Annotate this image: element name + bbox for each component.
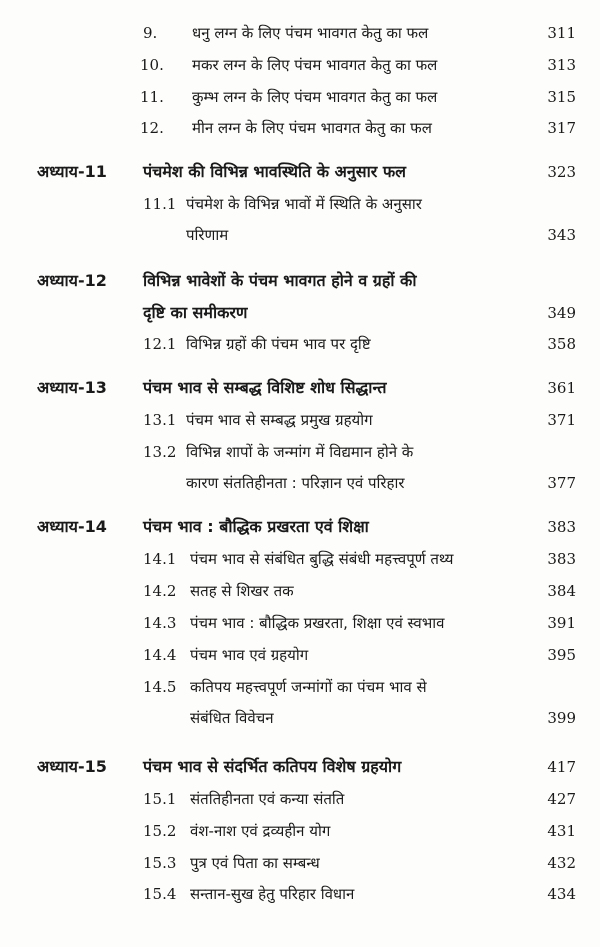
section-number: 14.5 [143, 678, 177, 696]
page-number: 383 [547, 550, 576, 568]
section-title: संबंधित विवेचन [190, 709, 274, 727]
chapter-title: पंचमेश की विभिन्न भावस्थिति के अनुसार फल [143, 162, 407, 181]
item-title: मीन लग्न के लिए पंचम भावगत केतु का फल [192, 119, 432, 137]
section-number: 14.1 [143, 550, 177, 568]
page-number: 434 [547, 885, 576, 903]
section-title: पंचम भाव से सम्बद्ध प्रमुख ग्रहयोग [186, 411, 373, 429]
section-title: पंचम भाव : बौद्धिक प्रखरता, शिक्षा एवं स्वभाव [190, 614, 445, 632]
section-number: 12.1 [143, 335, 177, 353]
page-number: 391 [547, 614, 576, 632]
item-number: 10. [140, 56, 164, 74]
section-title: पंचम भाव से संबंधित बुद्धि संबंधी महत्त्वपूर्ण तथ्य [190, 550, 454, 568]
section-title: वंश-नाश एवं द्रव्यहीन योग [190, 822, 331, 840]
chapter-heading[interactable] [0, 266, 600, 296]
chapter-heading[interactable] [0, 512, 600, 542]
chapter-label: अध्याय-13 [37, 378, 107, 397]
page-number: 313 [547, 56, 576, 74]
item-title: कुम्भ लग्न के लिए पंचम भावगत केतु का फल [192, 88, 438, 106]
page-number: 311 [547, 24, 576, 42]
section-title: सतह से शिखर तक [190, 582, 294, 600]
page-number: 431 [547, 822, 576, 840]
item-number: 9. [143, 24, 158, 42]
chapter-title: पंचम भाव से सम्बद्ध विशिष्ट शोध सिद्धान्त [143, 378, 387, 397]
page-number: 343 [547, 226, 576, 244]
page-number: 432 [547, 854, 576, 872]
section-title: पंचमेश के विभिन्न भावों में स्थिति के अनुसार [186, 195, 422, 213]
page-number: 361 [547, 379, 576, 397]
toc-section[interactable] [0, 848, 600, 878]
toc-section[interactable] [0, 816, 600, 846]
toc-item[interactable] [0, 113, 600, 143]
chapter-title: विभिन्न भावेशों के पंचम भावगत होने व ग्रहों की [143, 271, 417, 290]
page-number: 349 [547, 304, 576, 322]
page-number: 371 [547, 411, 576, 429]
toc-section[interactable] [0, 879, 600, 909]
section-number: 15.1 [143, 790, 177, 808]
page-number: 417 [547, 758, 576, 776]
toc-section[interactable] [0, 189, 600, 219]
toc-item[interactable] [0, 82, 600, 112]
section-title: पंचम भाव एवं ग्रहयोग [190, 646, 309, 664]
section-title: संततिहीनता एवं कन्या संतति [190, 790, 345, 808]
page-number: 317 [547, 119, 576, 137]
section-number: 15.4 [143, 885, 177, 903]
toc-section[interactable] [0, 784, 600, 814]
chapter-label: अध्याय-15 [37, 757, 107, 776]
section-title: कारण संततिहीनता : परिज्ञान एवं परिहार [186, 474, 405, 492]
section-title: परिणाम [186, 226, 229, 244]
section-number: 15.2 [143, 822, 177, 840]
item-number: 12. [140, 119, 164, 137]
item-title: मकर लग्न के लिए पंचम भावगत केतु का फल [192, 56, 438, 74]
toc-item[interactable] [0, 50, 600, 80]
section-title: विभिन्न शापों के जन्मांग में विद्यमान होने के [186, 443, 414, 461]
chapter-title: पंचम भाव से संदर्भित कतिपय विशेष ग्रहयोग [143, 757, 402, 776]
page-number: 399 [547, 709, 576, 727]
section-title: सन्तान-सुख हेतु परिहार विधान [190, 885, 355, 903]
section-number: 13.2 [143, 443, 177, 461]
chapter-heading[interactable] [0, 373, 600, 403]
page-number: 377 [547, 474, 576, 492]
section-title: विभिन्न ग्रहों की पंचम भाव पर दृष्टि [186, 335, 371, 353]
toc-section-continued[interactable] [0, 468, 600, 498]
toc-section[interactable] [0, 640, 600, 670]
chapter-label: अध्याय-12 [37, 271, 107, 290]
chapter-title: दृष्टि का समीकरण [143, 303, 248, 322]
section-title: कतिपय महत्त्वपूर्ण जन्मांगों का पंचम भाव से [190, 678, 427, 696]
section-number: 15.3 [143, 854, 177, 872]
section-number: 11.1 [143, 195, 177, 213]
page-number: 383 [547, 518, 576, 536]
chapter-label: अध्याय-14 [37, 517, 107, 536]
page-number: 427 [547, 790, 576, 808]
chapter-heading[interactable] [0, 752, 600, 782]
chapter-heading-continued[interactable] [0, 298, 600, 328]
chapter-title: पंचम भाव : बौद्धिक प्रखरता एवं शिक्षा [143, 517, 369, 536]
page-number: 358 [547, 335, 576, 353]
section-title: पुत्र एवं पिता का सम्बन्ध [190, 854, 320, 872]
chapter-label: अध्याय-11 [37, 162, 107, 181]
section-number: 13.1 [143, 411, 177, 429]
page-number: 395 [547, 646, 576, 664]
section-number: 14.3 [143, 614, 177, 632]
page-number: 384 [547, 582, 576, 600]
toc-section[interactable] [0, 437, 600, 467]
toc-section[interactable] [0, 608, 600, 638]
chapter-heading[interactable] [0, 157, 600, 187]
toc-section[interactable] [0, 405, 600, 435]
toc-section[interactable] [0, 329, 600, 359]
toc-section-continued[interactable] [0, 220, 600, 250]
section-number: 14.4 [143, 646, 177, 664]
toc-section[interactable] [0, 576, 600, 606]
item-number: 11. [140, 88, 164, 106]
toc-item[interactable] [0, 18, 600, 48]
page-number: 315 [547, 88, 576, 106]
toc-section-continued[interactable] [0, 703, 600, 733]
page-number: 323 [547, 163, 576, 181]
toc-section[interactable] [0, 544, 600, 574]
toc-section[interactable] [0, 672, 600, 702]
section-number: 14.2 [143, 582, 177, 600]
item-title: धनु लग्न के लिए पंचम भावगत केतु का फल [192, 24, 429, 42]
